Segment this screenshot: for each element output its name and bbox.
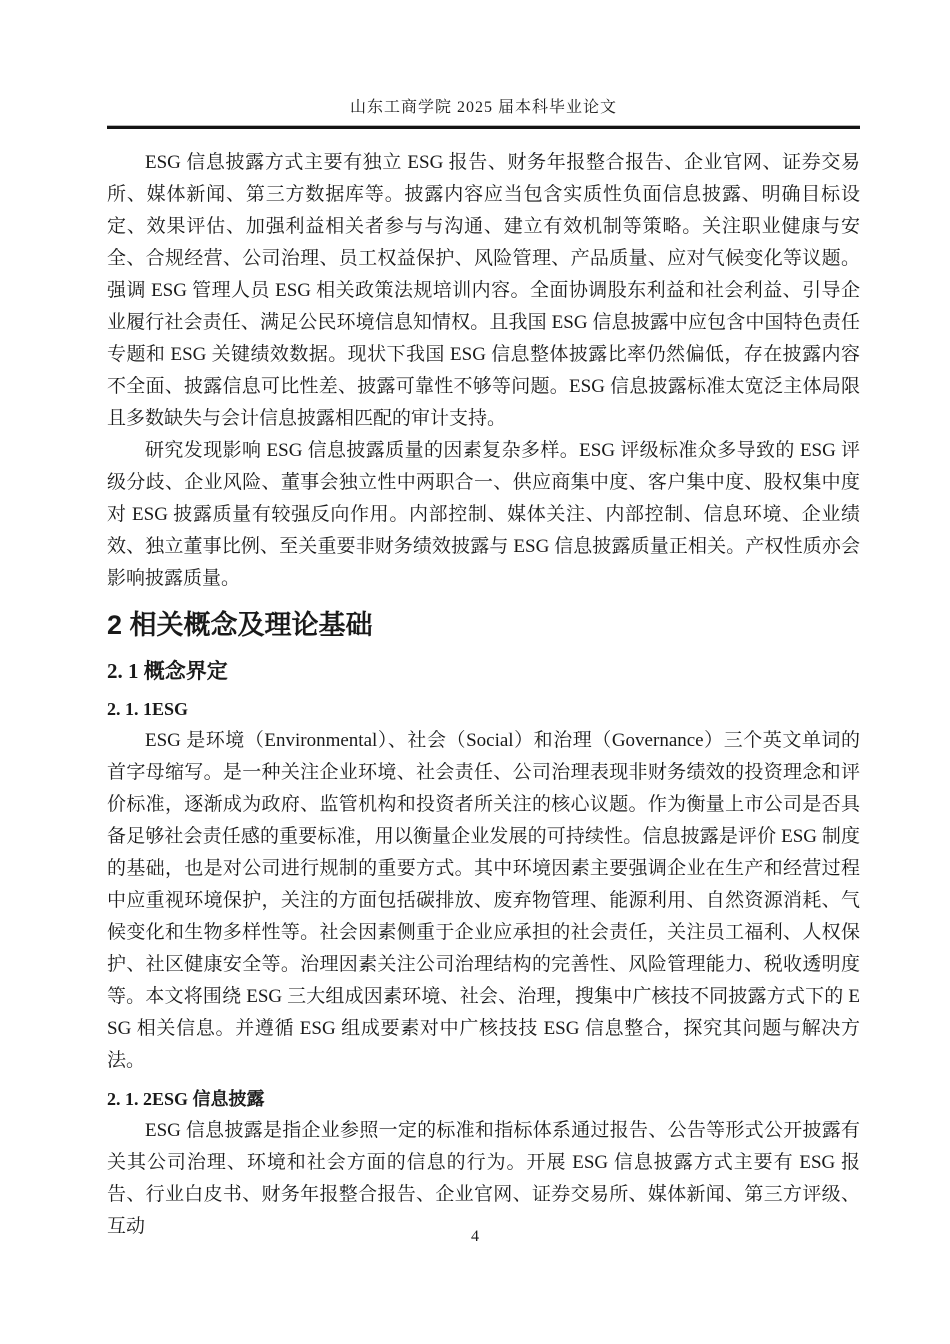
running-header bbox=[107, 98, 860, 129]
paragraph-esg-disclosure-methods: ESG 信息披露方式主要有独立 ESG 报告、财务年报整合报告、企业官网、证券交易所、媒体新闻、第三方数据库等。披露内容应当包含实质性负面信息披露、明确目标设定、效果评估、加强利益相关者参与与沟通、建立有效机制等策略。关注职业健康与安全、合规经营、公司治理、员工权益保护、风险管理、产品质量、应对气候变化等议题。强调 ESG 管理人员 ESG 相关政策法规培训内容。全面协调股东利益和社会利益、引导企业履行社会责任、满足公民环境信息知情权。且我国 ESG 信息披露中应包含中国特色责任专题和 ESG 关键绩效数据。现状下我国 ESG 信息整体披露比率仍然偏低，存在披露内容不全面、披露信息可比性差、披露可靠性不够等问题。ESG 信息披露标准太宽泛主体局限且多数缺失与会计信息披露相匹配的审计支持。 bbox=[107, 152, 860, 429]
page-number: 4 bbox=[471, 1228, 479, 1245]
running-header-title: 山东工商学院 2025 届本科毕业论文 bbox=[349, 99, 617, 116]
document-body bbox=[107, 147, 860, 1243]
heading-section-2-1: 2. 1 概念界定 bbox=[107, 659, 228, 683]
header-rule-thick-line bbox=[107, 126, 860, 129]
paragraph-esg-definition: ESG 是环境（Environmental）、社会（Social）和治理（Governance）三个英文单词的首字母缩写。是一种关注企业环境、社会责任、公司治理表现非财务绩效的投资理念和评价标准，逐渐成为政府、监管机构和投资者所关注的核心议题。作为衡量上市公司是否具备足够社会责任感的重要标准，用以衡量企业发展的可持续性。信息披露是评价 ESG 制度的基础，也是对公司进行规制的重要方式。其中环境因素主要强调企业在生产和经营过程中应重视环境保护，关注的方面包括碳排放、废弃物管理、能源利用、自然资源消耗、气候变化和生物多样性等。社会因素侧重于企业应承担的社会责任，关注员工福利、人权保护、社区健康安全等。治理因素关注公司治理结构的完善性、风险管理能力、税收透明度等。本文将围绕 ESG 三大组成因素环境、社会、治理，搜集中广核技不同披露方式下的 ESG 相关信息。并遵循 ESG 组成要素对中广核技技 ESG 信息整合，探究其问题与解决方法。 bbox=[107, 730, 860, 1071]
header-rule bbox=[107, 125, 860, 129]
page-footer bbox=[0, 1226, 950, 1248]
heading-subsection-2-1-1: 2. 1. 1ESG bbox=[107, 699, 189, 719]
heading-chapter-2: 2 相关概念及理论基础 bbox=[107, 610, 373, 640]
heading-subsection-2-1-2: 2. 1. 2ESG 信息披露 bbox=[107, 1089, 265, 1109]
paragraph-esg-disclosure-definition: ESG 信息披露是指企业参照一定的标准和指标体系通过报告、公告等形式公开披露有关其公司治理、环境和社会方面的信息的行为。开展 ESG 信息披露方式主要有 ESG 报告、行业白皮书、财务年报整合报告、企业官网、证券交易所、媒体新闻、第三方评级、互动 bbox=[107, 1120, 860, 1237]
paragraph-disclosure-quality-factors: 研究发现影响 ESG 信息披露质量的因素复杂多样。ESG 评级标准众多导致的 ESG 评级分歧、企业风险、董事会独立性中两职合一、供应商集中度、客户集中度、股权集中度对 ESG 披露质量有较强反向作用。内部控制、媒体关注、内部控制、信息环境、企业绩效、独立董事比例、至关重要非财务绩效披露与 ESG 信息披露质量正相关。产权性质亦会影响披露质量。 bbox=[107, 440, 860, 589]
